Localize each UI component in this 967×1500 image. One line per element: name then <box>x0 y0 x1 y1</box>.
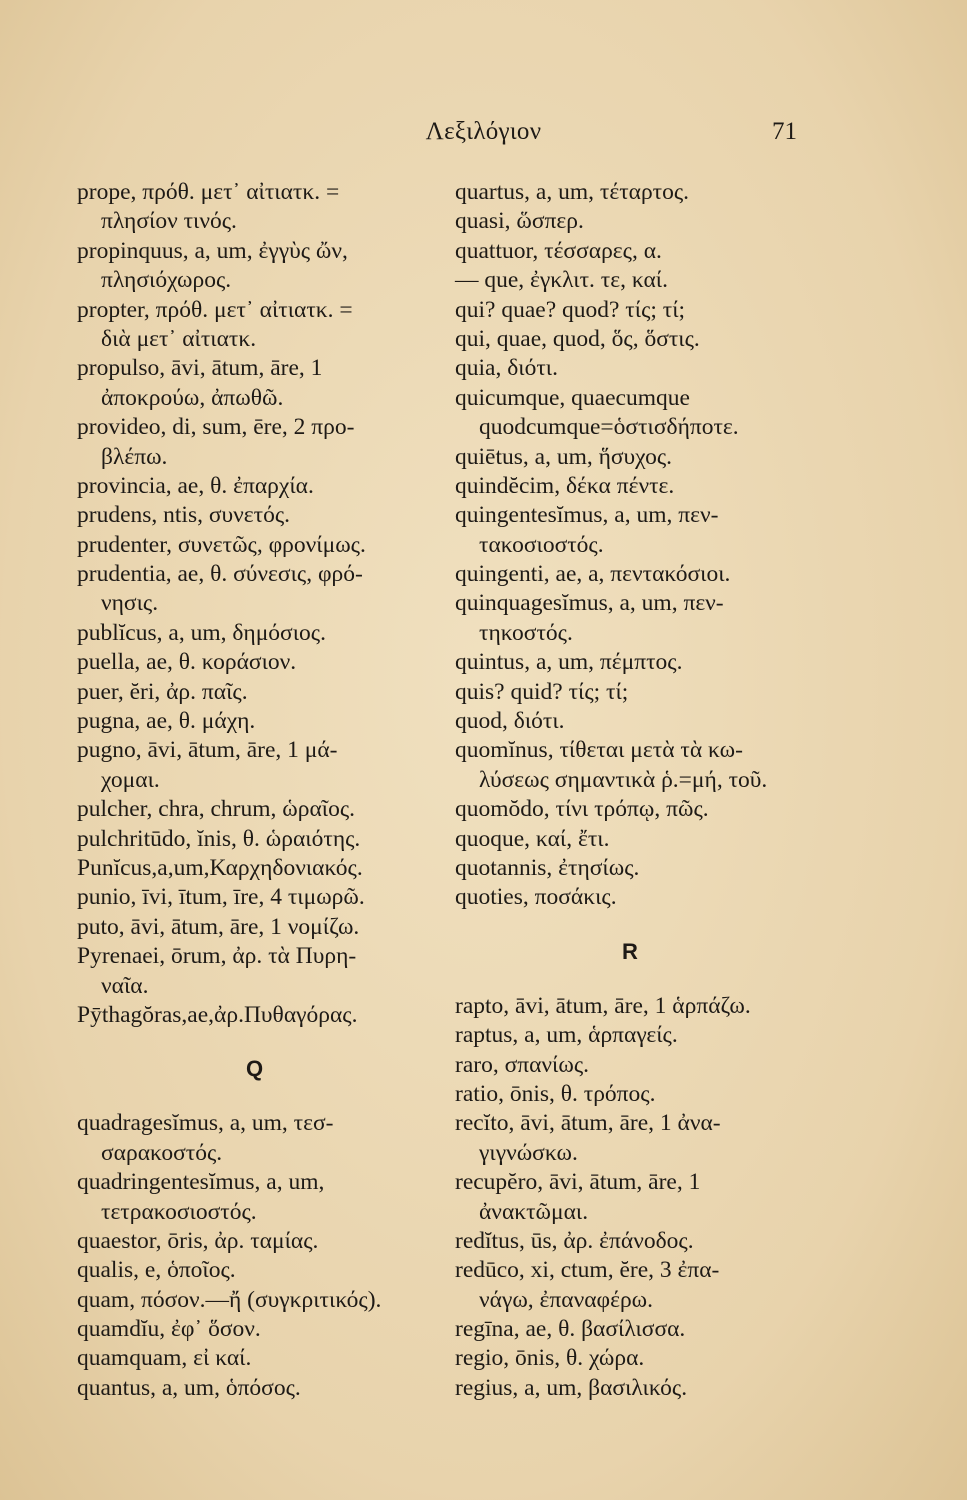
entry-continuation-line: λύσεως σημαντικὰ ῥ.=μή, τοῦ. <box>479 766 768 793</box>
page-number: 71 <box>772 118 797 145</box>
dictionary-entry <box>455 1021 815 1050</box>
dictionary-entry <box>455 795 815 824</box>
entry-headword-line: prudenter, συνετῶς, φρονίμως. <box>77 531 366 558</box>
dictionary-entry <box>455 1374 815 1403</box>
entry-headword-line: punio, īvi, ītum, īre, 4 τιμωρῶ. <box>77 884 365 911</box>
dictionary-entry <box>455 443 815 472</box>
entry-headword-line: Pȳthagŏras,ae,ἀρ.Πυθαγόρας. <box>77 1001 358 1028</box>
entry-headword-line: rapto, āvi, ātum, āre, 1 ἁρπάζω. <box>455 992 751 1019</box>
entry-headword-line: quoties, ποσάκις. <box>455 884 617 911</box>
entry-headword-line: quingenti, ae, a, πεντακόσιοι. <box>455 561 731 588</box>
entry-headword-line: prudentia, ae, θ. σύνεσις, φρό- <box>77 561 363 588</box>
entry-continuation-line: σαρακοστός. <box>101 1139 223 1166</box>
entry-headword-line: quasi, ὥσπερ. <box>455 208 584 235</box>
entry-headword-line: quamdĭu, ἐφ᾽ ὅσον. <box>77 1316 261 1343</box>
entry-headword-line: puella, ae, θ. κοράσιον. <box>77 649 297 676</box>
dictionary-entry <box>77 825 432 854</box>
entry-headword-line: quia, διότι. <box>455 355 558 382</box>
entry-headword-line: redūco, xi, ctum, ĕre, 3 ἐπα- <box>455 1257 720 1284</box>
dictionary-entry <box>77 1109 432 1168</box>
dictionary-entry <box>455 325 815 354</box>
section-letter-r: R <box>622 938 638 964</box>
entry-continuation-line: ναῖα. <box>101 972 149 999</box>
entry-headword-line: propter, πρόθ. μετ᾽ αἰτιατκ. = <box>77 296 353 323</box>
entries-r <box>455 992 815 1403</box>
entry-continuation-line: ἀνακτῶμαι. <box>479 1198 589 1225</box>
dictionary-entry <box>77 472 432 501</box>
entry-headword-line: quadragesĭmus, a, um, τεσ- <box>77 1110 334 1137</box>
entry-headword-line: propulso, āvi, ātum, āre, 1 <box>77 355 323 382</box>
dictionary-entry <box>77 1374 432 1403</box>
entry-headword-line: quadringentesĭmus, a, um, <box>77 1169 325 1196</box>
entry-headword-line: puer, ĕri, ἀρ. παῖς. <box>77 678 248 705</box>
entry-headword-line: raro, σπανίως. <box>455 1051 590 1078</box>
entry-continuation-line: νησις. <box>101 590 159 617</box>
dictionary-entry <box>455 1051 815 1080</box>
dictionary-entry <box>77 795 432 824</box>
dictionary-entry <box>455 1256 815 1315</box>
entry-headword-line: — que, ἐγκλιτ. τε, καί. <box>455 267 668 294</box>
entry-headword-line: quod, διότι. <box>455 708 565 735</box>
right-column <box>455 178 815 1403</box>
entry-headword-line: prope, πρόθ. μετ᾽ αἰτιατκ. = <box>77 179 340 205</box>
entry-headword-line: prudens, ntis, συνετός. <box>77 502 291 529</box>
dictionary-entry <box>455 1344 815 1373</box>
dictionary-entry <box>77 354 432 413</box>
entry-continuation-line: ἀποκρούω, ἀπωθῶ. <box>101 384 284 411</box>
entries-q-right <box>455 178 815 913</box>
dictionary-entry <box>455 266 815 295</box>
entry-headword-line: redĭtus, ūs, ἀρ. ἐπάνοδος. <box>455 1227 694 1254</box>
entries-q-left <box>77 1109 432 1403</box>
dictionary-entry <box>77 560 432 619</box>
entry-headword-line: publĭcus, a, um, δημόσιος. <box>77 619 326 646</box>
entry-headword-line: recupĕro, āvi, ātum, āre, 1 <box>455 1169 701 1196</box>
entry-headword-line: regīna, ae, θ. βασίλισσα. <box>455 1316 686 1343</box>
section-letter-q: Q <box>245 1056 264 1082</box>
entry-headword-line: qui, quae, quod, ὅς, ὅστις. <box>455 325 700 352</box>
entry-headword-line: Punĭcus,a,um,Καρχηδονιακός. <box>77 854 363 881</box>
dictionary-entry <box>455 384 815 443</box>
dictionary-entry <box>77 883 432 912</box>
entry-headword-line: quinquagesĭmus, a, um, πεν- <box>455 590 724 617</box>
entry-continuation-line: γιγνώσκω. <box>479 1139 578 1166</box>
entry-headword-line: pugno, āvi, ātum, āre, 1 μά- <box>77 737 338 764</box>
entry-headword-line: regio, ōnis, θ. χώρα. <box>455 1345 645 1372</box>
dictionary-entry <box>455 678 815 707</box>
entry-headword-line: quomĭnus, τίθεται μετὰ τὰ κω- <box>455 737 743 764</box>
running-title: Λεξιλόγιον <box>425 118 542 145</box>
entry-continuation-line: διὰ μετ᾽ αἰτιατκ. <box>101 325 257 352</box>
entry-headword-line: provincia, ae, θ. ἐπαρχία. <box>77 472 314 499</box>
entry-headword-line: quiētus, a, um, ἥσυχος. <box>455 443 673 470</box>
entry-headword-line: recĭto, āvi, ātum, āre, 1 ἀνα- <box>455 1110 721 1137</box>
dictionary-entry <box>455 825 815 854</box>
entry-continuation-line: τακοσιοστός. <box>479 531 604 558</box>
dictionary-entry <box>455 883 815 912</box>
entry-headword-line: quam, πόσον.—ἤ (συγκριτικός). <box>77 1286 382 1313</box>
entry-headword-line: quingentesĭmus, a, um, πεν- <box>455 502 719 529</box>
dictionary-entry <box>77 854 432 883</box>
dictionary-entry <box>455 1109 815 1168</box>
entry-headword-line: quicumque, quaecumque <box>455 384 690 411</box>
dictionary-entry <box>77 1001 432 1030</box>
entry-headword-line: qui? quae? quod? τίς; τί; <box>455 296 686 323</box>
dictionary-entry <box>77 1344 432 1373</box>
dictionary-entry <box>77 1256 432 1285</box>
entry-continuation-line: χομαι. <box>101 766 160 793</box>
dictionary-entry <box>77 736 432 795</box>
dictionary-entry <box>77 913 432 942</box>
entry-continuation-line: νάγω, ἐπαναφέρω. <box>479 1286 654 1313</box>
entry-headword-line: quaestor, ōris, ἀρ. ταμίας. <box>77 1227 319 1254</box>
dictionary-entry <box>77 707 432 736</box>
dictionary-entry <box>455 296 815 325</box>
dictionary-entry <box>455 1080 815 1109</box>
dictionary-entry <box>77 1227 432 1256</box>
entry-continuation-line: τηκοστός. <box>479 619 573 646</box>
dictionary-entry <box>455 736 815 795</box>
dictionary-entry <box>77 942 432 1001</box>
entry-continuation-line: quodcumque=ὁστισδήποτε. <box>479 414 739 441</box>
entry-headword-line: regius, a, um, βασιλικός. <box>455 1374 688 1401</box>
entry-headword-line: quomŏdo, τίνι τρόπῳ, πῶς. <box>455 796 709 823</box>
dictionary-entry <box>77 648 432 677</box>
dictionary-entry <box>455 707 815 736</box>
dictionary-entry <box>77 178 432 237</box>
dictionary-entry <box>455 1227 815 1256</box>
entry-headword-line: quintus, a, um, πέμπτος. <box>455 649 683 676</box>
dictionary-entry <box>455 560 815 589</box>
dictionary-entry <box>77 1315 432 1344</box>
entry-headword-line: quotannis, ἐτησίως. <box>455 854 640 881</box>
entry-continuation-line: τετρακοσιοστός. <box>101 1198 257 1225</box>
left-column <box>77 178 432 1403</box>
entry-headword-line: pugna, ae, θ. μάχη. <box>77 708 256 735</box>
entry-headword-line: qualis, e, ὁποῖος. <box>77 1257 236 1284</box>
entry-headword-line: quantus, a, um, ὁπόσος. <box>77 1374 301 1401</box>
dictionary-entry <box>455 501 815 560</box>
dictionary-entry <box>77 619 432 648</box>
dictionary-entry <box>455 472 815 501</box>
entry-headword-line: Pyrenaei, ōrum, ἀρ. τὰ Πυρη- <box>77 943 357 970</box>
entry-continuation-line: πλησίον τινός. <box>101 208 237 235</box>
dictionary-entry <box>455 648 815 677</box>
dictionary-entry <box>455 1315 815 1344</box>
dictionary-entry <box>455 207 815 236</box>
entry-headword-line: puto, āvi, ātum, āre, 1 νομίζω. <box>77 913 360 940</box>
dictionary-entry <box>77 501 432 530</box>
entry-headword-line: provideo, di, sum, ēre, 2 προ- <box>77 414 355 441</box>
entry-headword-line: quindĕcim, δέκα πέντε. <box>455 472 675 499</box>
dictionary-entry <box>77 413 432 472</box>
dictionary-entry <box>455 237 815 266</box>
entry-headword-line: quamquam, εἰ καί. <box>77 1345 252 1372</box>
entry-headword-line: quoque, καί, ἔτι. <box>455 825 610 852</box>
dictionary-entry <box>455 354 815 383</box>
dictionary-entry <box>77 237 432 296</box>
dictionary-entry <box>77 531 432 560</box>
dictionary-entry <box>77 296 432 355</box>
entry-headword-line: quattuor, τέσσαρες, α. <box>455 237 662 264</box>
entry-continuation-line: πλησιόχωρος. <box>101 267 232 294</box>
dictionary-entry <box>77 1286 432 1315</box>
dictionary-entry <box>455 854 815 883</box>
dictionary-entry <box>455 1168 815 1227</box>
entry-headword-line: pulcher, chra, chrum, ὡραῖος. <box>77 796 356 823</box>
entry-headword-line: ratio, ōnis, θ. τρόπος. <box>455 1080 656 1107</box>
dictionary-entry <box>455 589 815 648</box>
entry-headword-line: quartus, a, um, τέταρτος. <box>455 179 690 205</box>
entry-headword-line: raptus, a, um, ἁρπαγείς. <box>455 1022 678 1049</box>
entry-headword-line: pulchritūdo, ĭnis, θ. ὡραιότης. <box>77 825 361 852</box>
entry-continuation-line: βλέπω. <box>101 443 168 470</box>
entries-p <box>77 178 432 1030</box>
dictionary-entry <box>77 1168 432 1227</box>
entry-headword-line: quis? quid? τίς; τί; <box>455 678 629 705</box>
dictionary-entry <box>455 178 815 207</box>
entry-headword-line: propinquus, a, um, ἐγγὺς ὤν, <box>77 237 348 264</box>
dictionary-entry <box>455 992 815 1021</box>
dictionary-entry <box>77 678 432 707</box>
